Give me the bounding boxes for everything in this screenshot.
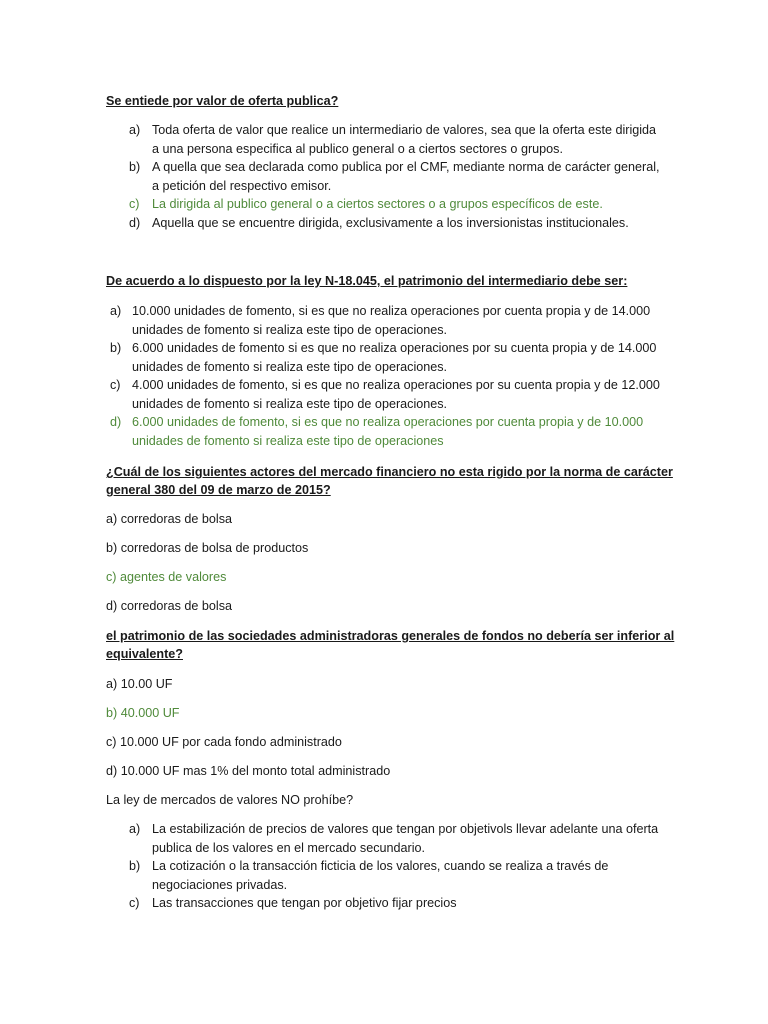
option-text: Las transacciones que tengan por objetivo fijar precios xyxy=(152,896,457,910)
question-4-title: el patrimonio de las sociedades administradoras generales de fondos no debería ser inferior al xyxy=(106,629,675,643)
option-label: c) xyxy=(129,197,140,211)
q4-option-c: c) 10.000 UF por cada fondo administrado xyxy=(106,735,342,749)
option-text: La estabilización de precios de valores que tengan por objetivols llevar adelante una oferta xyxy=(152,822,659,836)
option-text: unidades de fomento si realiza este tipo de operaciones. xyxy=(132,359,448,374)
q3-option-d: d) corredoras de bolsa xyxy=(106,599,233,613)
option-text: A quella que sea declarada como publica por el CMF, mediante norma de carácter general, xyxy=(152,160,660,174)
option-text: publica de los valores en el mercado secundario. xyxy=(152,840,426,855)
q3-option-a: a) corredoras de bolsa xyxy=(106,512,233,526)
option-text: Toda oferta de valor que realice un intermediario de valores, sea que la oferta este dirigida xyxy=(152,123,657,137)
option-text: La dirigida al publico general o a ciertos sectores o a grupos específicos de este. xyxy=(152,197,603,211)
option-label: c) xyxy=(129,896,140,910)
option-text: a una persona especifica al publico general o a ciertos sectores o grupos. xyxy=(152,141,563,156)
option-text: 6.000 unidades de fomento, si es que no realiza operaciones por cuenta propia y de 10.000 xyxy=(132,415,644,429)
question-5-title: La ley de mercados de valores NO prohíbe? xyxy=(106,793,354,807)
option-text: 4.000 unidades de fomento, si es que no realiza operaciones por su cuenta propia y de 12.000 xyxy=(132,378,660,392)
q4-option-b-correct: b) 40.000 UF xyxy=(106,706,180,720)
question-3-title: ¿Cuál de los siguientes actores del mercado financiero no esta rigido por la norma de carácter xyxy=(106,465,673,479)
question-3-title-cont: general 380 del 09 de marzo de 2015? xyxy=(106,483,331,497)
option-label: a) xyxy=(110,304,122,318)
q4-option-a: a) 10.00 UF xyxy=(106,677,173,691)
option-label: b) xyxy=(129,160,141,174)
option-label: d) xyxy=(129,216,141,230)
option-label: d) xyxy=(110,415,122,429)
option-text: a petición del respectivo emisor. xyxy=(152,178,332,193)
option-text: unidades de fomento si realiza este tipo de operaciones. xyxy=(132,322,448,337)
q4-option-d: d) 10.000 UF mas 1% del monto total administrado xyxy=(106,764,391,778)
option-text: Aquella que se encuentre dirigida, exclusivamente a los inversionistas institucionales. xyxy=(152,216,629,230)
option-text: 6.000 unidades de fomento si es que no realiza operaciones por su cuenta propia y de 14.000 xyxy=(132,341,657,355)
option-text: 10.000 unidades de fomento, si es que no realiza operaciones por cuenta propia y de 14.000 xyxy=(132,304,651,318)
question-4-title-cont: equivalente? xyxy=(106,647,183,661)
option-label: b) xyxy=(110,341,122,355)
question-2-title: De acuerdo a lo dispuesto por la ley N-18.045, el patrimonio del intermediario debe ser: xyxy=(106,274,628,288)
q3-option-c-correct: c) agentes de valores xyxy=(106,570,227,584)
option-label: a) xyxy=(129,822,141,836)
question-1-title: Se entiede por valor de oferta publica? xyxy=(106,94,339,108)
option-text: unidades de fomento si realiza este tipo de operaciones. xyxy=(132,396,448,411)
option-label: a) xyxy=(129,123,141,137)
option-text: La cotización o la transacción ficticia de los valores, cuando se realiza a través de xyxy=(152,859,609,873)
option-text: negociaciones privadas. xyxy=(152,877,288,892)
option-label: b) xyxy=(129,859,141,873)
option-text: unidades de fomento si realiza este tipo de operaciones xyxy=(132,433,444,448)
option-label: c) xyxy=(110,378,121,392)
q3-option-b: b) corredoras de bolsa de productos xyxy=(106,541,309,555)
